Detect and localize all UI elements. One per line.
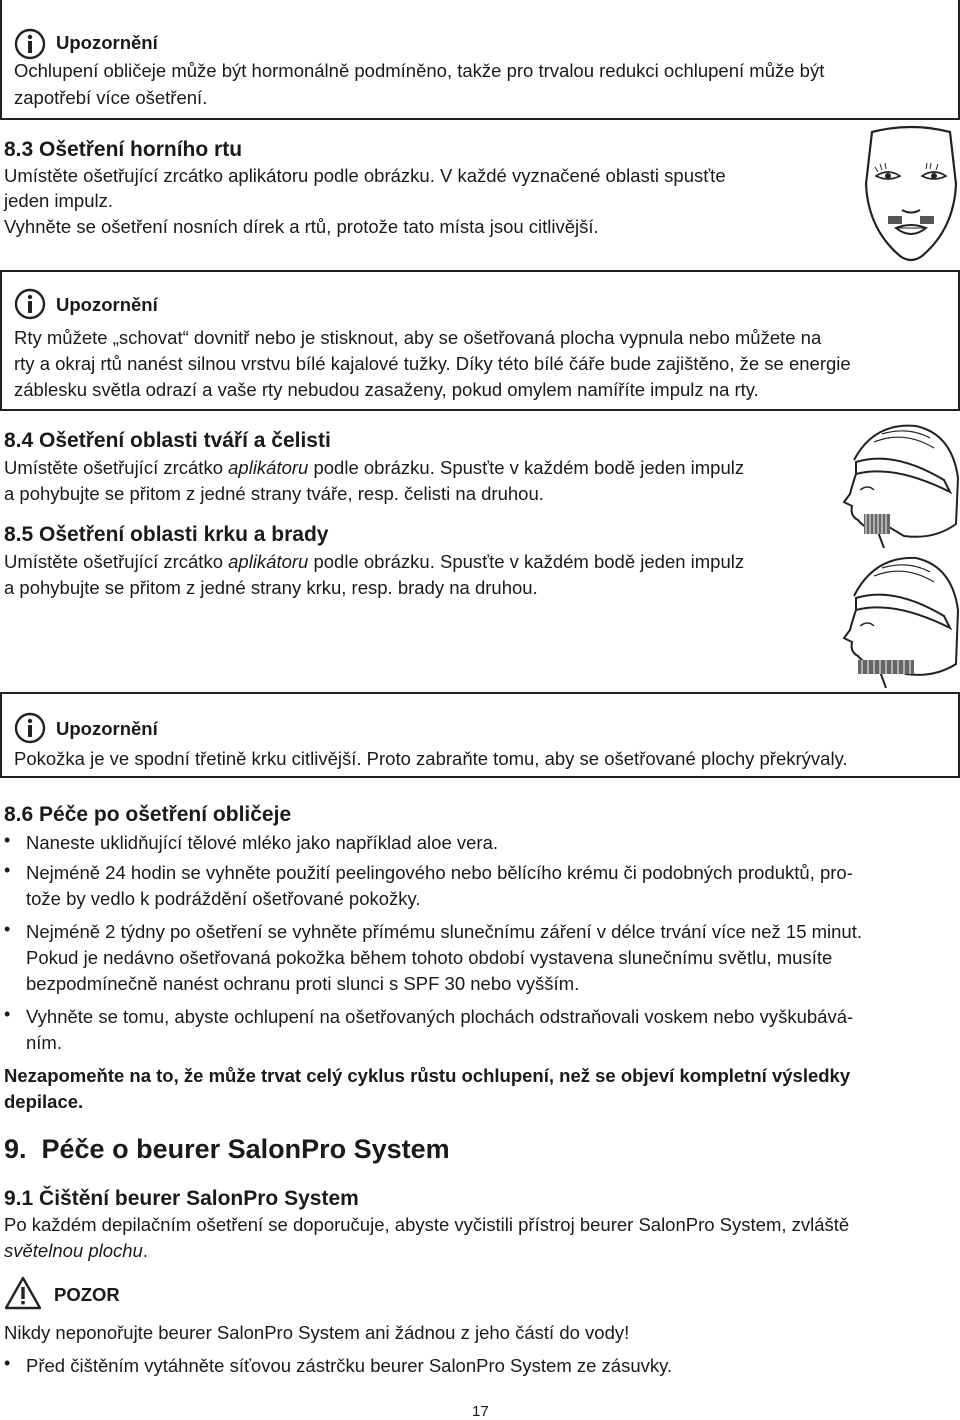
- bullet-text: Před čištěním vytáhněte síťovou zástrčku beurer SalonPro System ze zásuvky.: [26, 1355, 673, 1376]
- notice-text-line: záblesku světla odrazí a vaše rty nebudou zasaženy, pokud omylem namíříte impulz na rty.: [14, 379, 759, 400]
- chapter-heading-9: 9. Péče o beurer SalonPro System: [4, 1134, 450, 1164]
- notice-title: Upozornění: [56, 718, 158, 739]
- section-heading-8-6: 8.6 Péče po ošetření obličeje: [4, 803, 292, 826]
- bold-note-line: Nezapomeňte na to, že může trvat celý cyklus růstu ochlupení, než se objeví kompletní výsledky: [4, 1065, 851, 1086]
- info-icon: [14, 712, 46, 744]
- paragraph-line: a pohybujte se přitom z jedné strany krku, resp. brady na druhou.: [4, 577, 538, 598]
- bullet-text: Pokud je nedávno ošetřovaná pokožka během tohoto období vystavena slunečnímu světlu, musíte: [26, 947, 833, 968]
- bullet-marker: •: [4, 860, 11, 880]
- notice-text-line: Rty můžete „schovat“ dovnitř nebo je stisknout, aby se ošetřovaná plocha vypnula nebo můžete na: [14, 327, 822, 348]
- bullet-text: ním.: [26, 1032, 62, 1053]
- bullet-text: Vyhněte se tomu, abyste ochlupení na ošetřovaných plochách odstraňovali voskem nebo vyškubává-: [26, 1006, 854, 1027]
- head-cheek-illustration: [834, 420, 960, 548]
- bullet-text: Naneste uklidňující tělové mléko jako například aloe vera.: [26, 832, 499, 853]
- page-number: 17: [472, 1403, 489, 1420]
- bullet-marker: •: [4, 1353, 11, 1373]
- paragraph-line: světelnou plochu.: [4, 1240, 148, 1261]
- bold-note-line: depilace.: [4, 1091, 84, 1112]
- face-illustration: [862, 124, 960, 264]
- warning-triangle-icon: [4, 1276, 42, 1310]
- section-heading-8-3: 8.3 Ošetření horního rtu: [4, 138, 243, 161]
- paragraph-line: Umístěte ošetřující zrcátko aplikátoru podle obrázku. V každé vyznačené oblasti spusťte: [4, 165, 726, 186]
- bullet-text: bezpodmínečně nanést ochranu proti slunci s SPF 30 nebo vyšším.: [26, 973, 580, 994]
- notice-text-line: rty a okraj rtů nanést silnou vrstvu bílé kajalové tužky. Díky této bílé čáře bude zajištěno, že se energie: [14, 353, 851, 374]
- bullet-text: tože by vedlo k podráždění ošetřované pokožky.: [26, 888, 421, 909]
- notice-text-line: Pokožka je ve spodní třetině krku citlivější. Proto zabraňte tomu, aby se ošetřované plochy překrývaly.: [14, 748, 848, 769]
- warning-title: POZOR: [54, 1284, 120, 1305]
- warning-text: Nikdy neponořujte beurer SalonPro System ani žádnou z jeho částí do vody!: [4, 1322, 630, 1343]
- paragraph-line: Po každém depilačním ošetření se doporučuje, abyste vyčistili přístroj beurer SalonPro System, zvláště: [4, 1214, 850, 1235]
- bullet-marker: •: [4, 919, 11, 939]
- paragraph-line: Vyhněte se ošetření nosních dírek a rtů, protože tato místa jsou citlivější.: [4, 216, 599, 237]
- notice-title: Upozornění: [56, 32, 158, 53]
- notice-text-line: zapotřebí více ošetření.: [14, 87, 208, 108]
- section-heading-8-5: 8.5 Ošetření oblasti krku a brady: [4, 523, 329, 546]
- notice-title: Upozornění: [56, 294, 158, 315]
- info-icon: [14, 288, 46, 320]
- bullet-text: Nejméně 24 hodin se vyhněte použití peelingového nebo bělícího krému či podobných produktů, pro-: [26, 862, 853, 883]
- head-neck-illustration: [834, 552, 960, 688]
- paragraph-line: jeden impulz.: [4, 190, 114, 211]
- section-heading-9-1: 9.1 Čištění beurer SalonPro System: [4, 1187, 359, 1210]
- bullet-marker: •: [4, 1004, 11, 1024]
- info-icon: [14, 28, 46, 60]
- paragraph-line: a pohybujte se přitom z jedné strany tváře, resp. čelisti na druhou.: [4, 483, 544, 504]
- bullet-text: Nejméně 2 týdny po ošetření se vyhněte přímému slunečnímu záření v délce trvání více než 15 minut.: [26, 921, 863, 942]
- notice-text-line: Ochlupení obličeje může být hormonálně podmíněno, takže pro trvalou redukci ochlupení může být: [14, 60, 825, 81]
- section-heading-8-4: 8.4 Ošetření oblasti tváří a čelisti: [4, 429, 331, 452]
- paragraph-line: Umístěte ošetřující zrcátko aplikátoru podle obrázku. Spusťte v každém bodě jeden impulz: [4, 551, 745, 572]
- paragraph-line: Umístěte ošetřující zrcátko aplikátoru podle obrázku. Spusťte v každém bodě jeden impulz: [4, 457, 745, 478]
- bullet-marker: •: [4, 830, 11, 850]
